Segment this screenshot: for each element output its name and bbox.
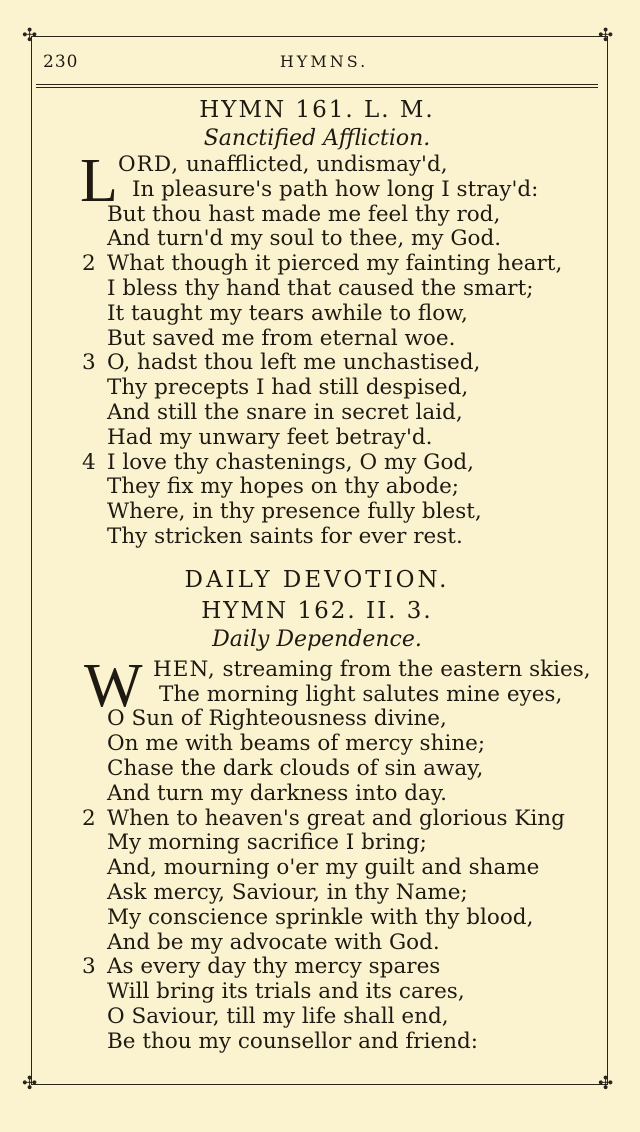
verse-line: I bless thy hand that caused the smart; <box>107 275 534 301</box>
section-heading: DAILY DEVOTION. <box>184 566 450 593</box>
hymn-162-subtitle: Daily Dependence. <box>212 626 422 652</box>
frame-bottom <box>31 1084 608 1085</box>
stanza-number: 4 <box>82 449 96 475</box>
stanza-number: 2 <box>82 805 96 831</box>
verse-line: O Sun of Righteousness divine, <box>107 706 447 732</box>
verse-line: My morning sacrifice I bring; <box>107 830 427 856</box>
hymn-162-text <box>36 651 598 1055</box>
verse-line: And turn my darkness into day. <box>107 780 447 806</box>
verse-line: O Saviour, till my life shall end, <box>107 1003 449 1029</box>
verse-line: Had my unwary feet betray'd. <box>107 424 433 450</box>
drop-cap: L <box>80 147 118 215</box>
verse-line: But saved me from eternal woe. <box>107 325 456 351</box>
frame-left <box>31 36 32 1084</box>
verse-line: Be thou my counsellor and friend: <box>107 1028 479 1054</box>
hymn-161-title: HYMN 161. L. M. <box>199 97 435 123</box>
verse-line: On me with beams of mercy shine; <box>107 731 486 757</box>
verse-line: My conscience sprinkle with thy blood, <box>107 904 534 930</box>
verse-line: 3 O, hadst thou left me unchastised, <box>82 350 481 376</box>
verse-line: In pleasure's path how long I stray'd: <box>132 176 539 202</box>
stanza-number: 3 <box>82 954 96 980</box>
corner-ornament-icon: ✣ <box>22 25 38 46</box>
verse-line: They fix my hopes on thy abode; <box>107 474 460 500</box>
verse-line: Thy stricken saints for ever rest. <box>107 523 463 549</box>
verse-line: But thou hast made me feel thy rod, <box>107 201 501 227</box>
verse-line: Chase the dark clouds of sin away, <box>107 755 484 781</box>
verse-line: 4 I love thy chastenings, O my God, <box>82 449 475 475</box>
corner-ornament-icon: ✣ <box>22 1073 38 1094</box>
frame-right <box>607 36 608 1084</box>
verse-line: Will bring its trials and its cares, <box>107 979 465 1005</box>
header-rule-thin <box>36 87 598 88</box>
stanza-number: 2 <box>82 251 96 277</box>
hymn-162-title: HYMN 162. II. 3. <box>201 597 433 624</box>
frame-top <box>31 36 608 37</box>
verse-line: And be my advocate with God. <box>107 929 440 955</box>
verse-line: And, mourning o'er my guilt and shame <box>107 855 540 881</box>
header-rule <box>36 84 598 85</box>
verse-line: Ask mercy, Saviour, in thy Name; <box>107 879 468 905</box>
corner-ornament-icon: ✣ <box>598 1073 614 1094</box>
hymn-161-subtitle: Sanctified Affliction. <box>203 126 431 151</box>
verse-line: HEN, streaming from the eastern skies, <box>153 656 591 682</box>
verse-line: And still the snare in secret laid, <box>107 399 463 425</box>
corner-ornament-icon: ✣ <box>598 25 614 46</box>
verse-line: 3 As every day thy mercy spares <box>82 954 441 980</box>
running-head <box>40 52 608 76</box>
verse-line: 2 What though it pierced my fainting heart, <box>82 251 563 277</box>
hymn-161-text <box>36 147 598 550</box>
stanza-number: 3 <box>82 350 96 376</box>
drop-cap: W <box>84 651 143 720</box>
verse-line: ORD, unafflicted, undismay'd, <box>118 152 448 177</box>
verse-line: It taught my tears awhile to flow, <box>107 300 468 326</box>
page-number: 230 <box>43 52 79 72</box>
verse-line: 2 When to heaven's great and glorious King <box>82 805 565 831</box>
page-content <box>36 95 598 1055</box>
verse-line: Where, in thy presence fully blest, <box>107 499 482 525</box>
verse-line: The morning light salutes mine eyes, <box>159 681 563 707</box>
verse-line: And turn'd my soul to thee, my God. <box>107 226 502 252</box>
running-title: HYMNS. <box>279 52 369 71</box>
verse-line: Thy precepts I had still despised, <box>107 375 469 401</box>
